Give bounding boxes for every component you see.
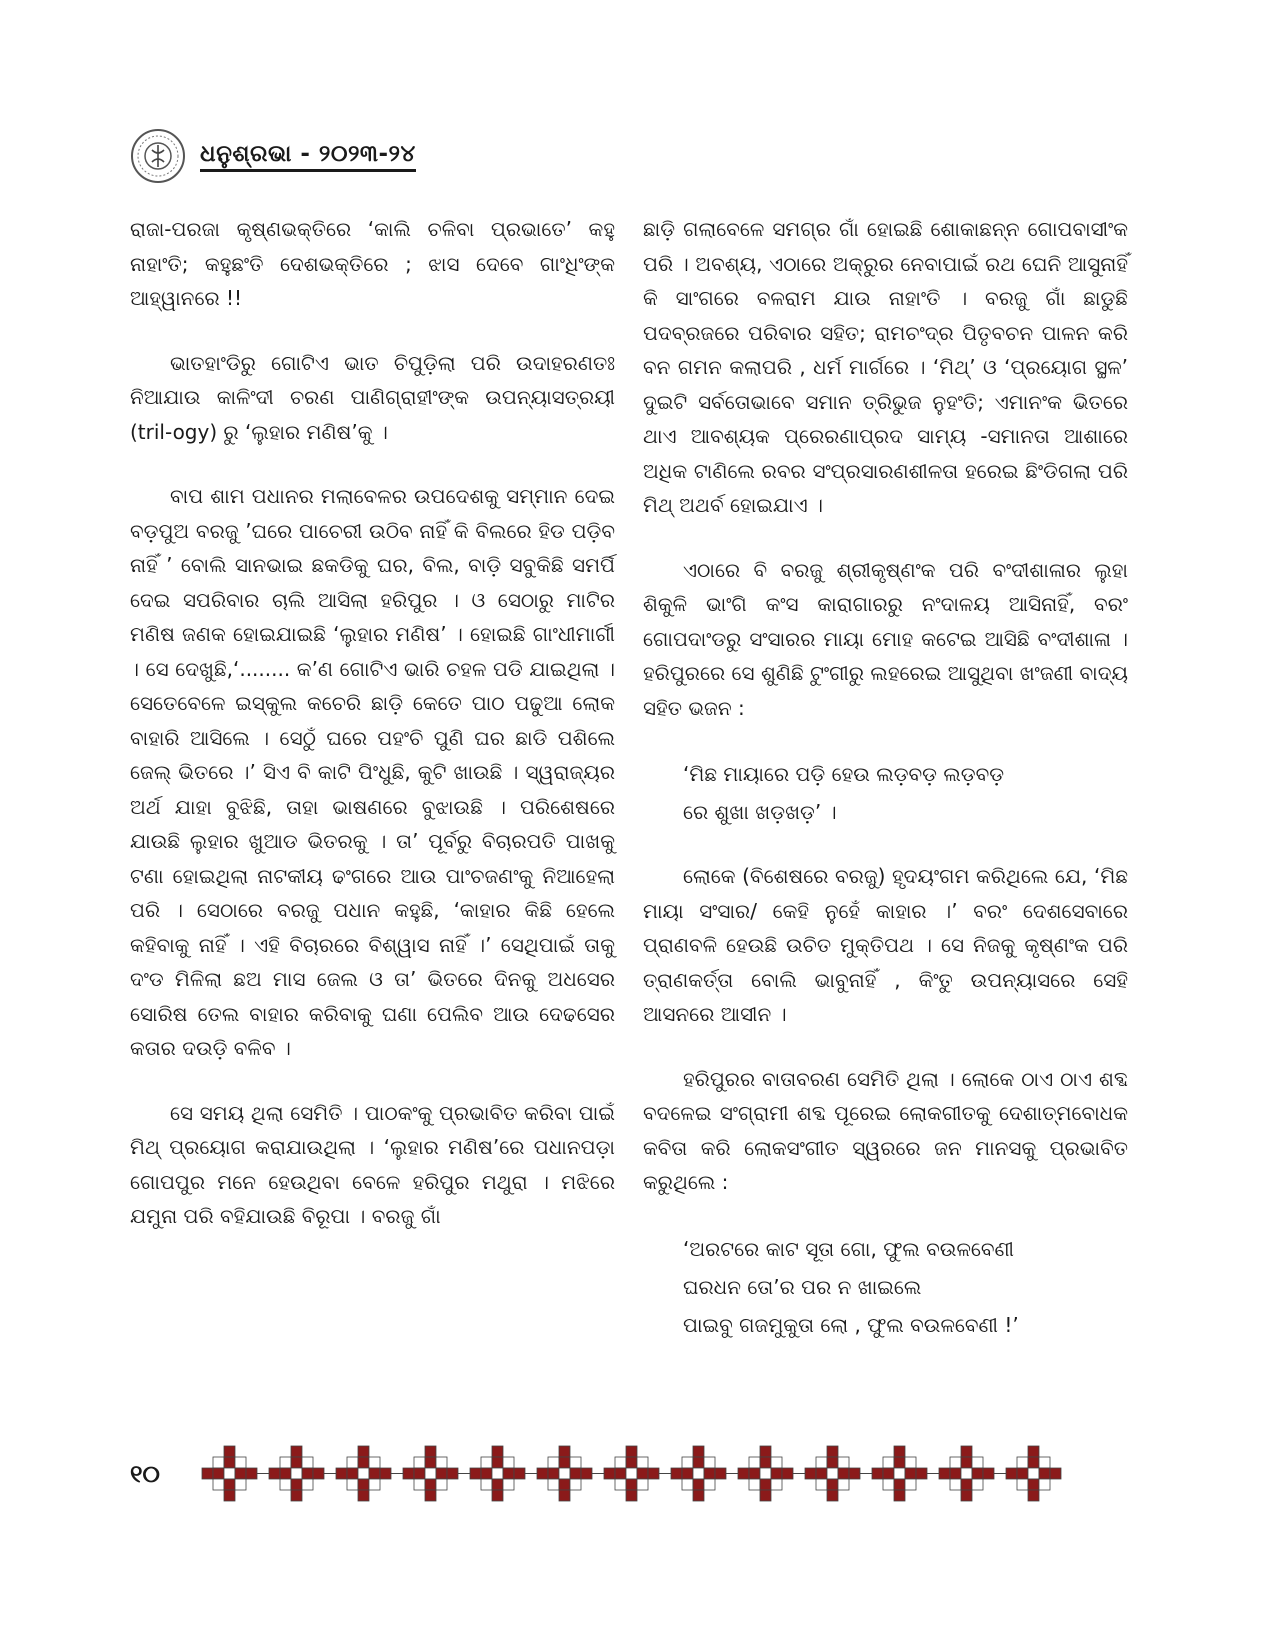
verse-line: ‘ମିଛ ମାୟାରେ ପଡ଼ି ହେଉ ଲଡ଼ବଡ଼ ଲଡ଼ବଡ଼ bbox=[683, 762, 1005, 786]
left-column bbox=[130, 212, 615, 1264]
page-header bbox=[130, 128, 416, 184]
paragraph-left-2: ଭାତହାଂଡିରୁ ଗୋଟିଏ ଭାତ ଚିପୁଡ଼ିଲା ପରି ଉଦାହରଣତଃ ନିଆଯାଉ କାଳିଂଦୀ ଚରଣ ପାଣିଗ୍ରାହୀଂଙ୍କ ଉପନ୍ୟାସତ୍ରୟୀ (tril-ogy) ରୁ ‘ଲୁହାର ମଣିଷ’କୁ । bbox=[130, 350, 615, 444]
paragraph-left-3: ବାପ ଶାମ ପଧାନର ମଲାବେଳର ଉପଦେଶକୁ ସମ୍ମାନ ଦେଇ ବଡ଼ପୁଅ ବରଜୁ ’ଘରେ ପାଚେରୀ ଉଠିବ ନାହିଁ କି ବିଲରେ ହିଡ ପଡ଼ିବ ନାହିଁ ’ ବୋଲି ସାନଭାଇ ଛକଡିକୁ ଘର, ବିଲ, ବାଡ଼ି ସବୁକିଛି ସମର୍ପି ଦେଇ ସପରିବାର ଚାଲି ଆସିଲା ହରିପୁର । ଓ ସେଠାରୁ ମାଟିର ମଣିଷ ଜଣକ ହୋଇଯାଇଛି ‘ଲୁହାର ମଣିଷ’ । ହୋଇଛି ଗାଂଧୀମାର୍ଗୀ । ସେ ଦେଖୁଛି,‘........ କ’ଣ ଗୋଟିଏ ଭାରି ଚହଳ ପଡି ଯାଇଥିଲା । ସେତେବେଳେ ଇସ୍କୁଲ କଚେରି ଛାଡ଼ି କେତେ ପାଠ ପଢୁଆ ଲୋକ ବାହାରି ଆସିଲେ । ସେଠୁଁ ଘରେ ପହଂଚି ପୁଣି ଘର ଛାଡି ପଶିଲେ ଜେଲ୍ ଭିତରେ ।’ ସିଏ ବି କାଟି ପିଂଧୁଛି, କୁଟି ଖାଉଛି । ସ୍ୱରାଜ୍ୟର ଅର୍ଥ ଯାହା ବୁଝିଛି, ତାହା ଭାଷଣରେ ବୁଝାଉଛି । ପରିଶେଷରେ ଯାଉଛି ଲୁହାର ଖୁଆଡ ଭିତରକୁ । ତା’ ପୂର୍ବରୁ ବିଚାରପତି ପାଖକୁ ଟଣା ହୋଇଥିଲା ନାଟକୀୟ ଢଂଗରେ ଆଉ ପାଂଚଜଣଂକୁ ନିଆହେଲା ପରି । ସେଠାରେ ବରଜୁ ପଧାନ କହୁଛି, ‘କାହାର କିଛି ହେଲେ କହିବାକୁ ନାହିଁ । ଏହି ବିଚାରରେ ବିଶ୍ୱାସ ନାହିଁ ।’ ସେଥିପାଇଁ ତାକୁ ଦଂଡ ମିଳିଲା ଛଅ ମାସ ଜେଲ ଓ ତା’ ଭିତରେ ଦିନକୁ ଅଧସେର ସୋରିଷ ତେଲ ବାହାର କରିବାକୁ ଘଣା ପେଲିବ ଆଉ ଦେଢସେର କତାର ଦଉଡ଼ି ବଳିବ । bbox=[130, 484, 615, 1060]
paragraph-right-4: ହରିପୁରର ବାତାବରଣ ସେମିତି ଥିଲା । ଲୋକେ ଠାଏ ଠାଏ ଶବ୍ଦ ବଦଳେଇ ସଂଗ୍ରାମୀ ଶବ୍ଦ ପୂରେଇ ଲୋକଗୀତକୁ ଦେଶାତ୍ମବୋଧକ କବିତା କରି ଲୋକସଂଗୀତ ସ୍ୱରରେ ଜନ ମାନସକୁ ପ୍ରଭାବିତ କରୁଥିଲେ : bbox=[643, 1066, 1128, 1194]
ornament-motif bbox=[671, 1446, 738, 1501]
verse-block-2 bbox=[683, 1230, 1128, 1344]
ornament-motif bbox=[805, 1446, 872, 1501]
page-footer bbox=[130, 1442, 1072, 1506]
paragraph-right-3: ଲୋକେ (ବିଶେଷରେ ବରଜୁ) ହୃଦୟଂଗମ କରିଥିଲେ ଯେ, ‘ମିଛ ମାୟା ସଂସାର/ କେହି ନୁହେଁ କାହାର ।’ ବରଂ ଦେଶସେବାରେ ପ୍ରାଣବଳି ହେଉଛି ଉଚିତ ମୁକ୍ତିପଥ । ସେ ନିଜକୁ କୃଷ୍ଣଂକ ପରି ତ୍ରାଣକର୍ତ୍ତା ବୋଲି ଭାବୁନାହିଁ , କିଂତୁ ଉପନ୍ୟାସରେ ସେହି ଆସନରେ ଆସୀନ । bbox=[643, 864, 1128, 1026]
verse-line: ‘ଅରଟରେ କାଟ ସୂତା ଗୋ, ଫୁଲ ବଉଳବେଣୀ bbox=[683, 1236, 1015, 1261]
ornament-motif bbox=[1006, 1446, 1061, 1501]
emblem-icon bbox=[130, 128, 186, 184]
journal-title: ଧନୁଶ୍ରଭା - ୨୦୨୩-୨୪ bbox=[200, 141, 416, 172]
verse-block-1 bbox=[683, 755, 1128, 831]
ornament-motif bbox=[336, 1446, 403, 1501]
ornament-motif bbox=[604, 1446, 671, 1501]
ornament-motif bbox=[269, 1446, 336, 1501]
page-number: ୧୦ bbox=[130, 1460, 160, 1488]
ornament-motif bbox=[403, 1446, 470, 1501]
ornament-motif bbox=[470, 1446, 537, 1501]
paragraph-right-1: ଛାଡ଼ି ଗଲାବେଳେ ସମଗ୍ର ଗାଁ ହୋଇଛି ଶୋକାଛନ୍ନ ଗୋପବାସୀଂକ ପରି । ଅବଶ୍ୟ, ଏଠାରେ ଅକ୍ରୁର ନେବାପାଇଁ ରଥ ଘେନି ଆସୁନାହିଁ କି ସାଂଗରେ ବଳରାମ ଯାଉ ନାହାଂତି । ବରଜୁ ଗାଁ ଛାଡୁଛି ପଦବ୍ରଜରେ ପରିବାର ସହିତ; ରାମଚଂଦ୍ର ପିତୃବଚନ ପାଳନ କରି ବନ ଗମନ କଲାପରି , ଧର୍ମ ମାର୍ଗରେ । ‘ମିଥ୍’ ଓ ‘ପ୍ରୟୋଗ ସ୍ଥଳ’ ଦୁଇଟି ସର୍ବତୋଭାବେ ସମାନ ତ୍ରିଭୁଜ ନୁହଂତି; ଏମାନଂକ ଭିତରେ ଥାଏ ଆବଶ୍ୟକ ପ୍ରେରଣାପ୍ରଦ ସାମ୍ୟ -ସମାନତା ଆଶାରେ ଅଧିକ ଟାଣିଲେ ରବର ସଂପ୍ରସାରଣଶୀଳତା ହରେଇ ଛିଂଡିଗଲା ପରି ମିଥ୍ ଅଥର୍ବ ହୋଇଯାଏ । bbox=[643, 217, 1128, 517]
paragraph-left-4: ସେ ସମୟ ଥିଲା ସେମିତି । ପାଠକଂକୁ ପ୍ରଭାବିତ କରିବା ପାଇଁ ମିଥ୍ ପ୍ରୟୋଗ କରାଯାଉଥିଲା । ‘ଲୁହାର ମଣିଷ’ରେ ପଧାନପଡ଼ା ଗୋପପୁର ମନେ ହେଉଥିବା ବେଳେ ହରିପୁର ମଥୁରା । ମଝିରେ ଯମୁନା ପରି ବହିଯାଉଛି ବିରୂପା । ବରଜୁ ଗାଁ bbox=[130, 1100, 615, 1228]
decorative-border-ornament bbox=[192, 1442, 1072, 1506]
ornament-motif bbox=[939, 1446, 1006, 1501]
verse-line: ଘରଧନ ତୋ’ର ପର ନ ଖାଇଲେ bbox=[683, 1274, 922, 1299]
ornament-motif bbox=[872, 1446, 939, 1501]
verse-line: ପାଇବୁ ଗଜମୁକୁତା ଲୋ , ଫୁଲ ବଉଳବେଣୀ !’ bbox=[683, 1312, 1019, 1337]
ornament-motif bbox=[537, 1446, 604, 1501]
verse-line: ରେ ଶୁଖା ଖଡ଼ଖଡ଼’ । bbox=[683, 800, 837, 824]
ornament-motif bbox=[202, 1446, 269, 1501]
ornament-motif bbox=[738, 1446, 805, 1501]
right-column bbox=[643, 212, 1128, 1372]
paragraph-right-2: ଏଠାରେ ବି ବରଜୁ ଶ୍ରୀକୃଷ୍ଣଂକ ପରି ବଂଦୀଶାଳାର ଲୁହା ଶିକୁଳି ଭାଂଗି କଂସ କାରାଗାରରୁ ନଂଦାଳୟ ଆସିନାହିଁ, ବରଂ ଗୋପଦାଂଡରୁ ସଂସାରର ମାୟା ମୋହ କଟେଇ ଆସିଛି ବଂଦୀଶାଳା । ହରିପୁରରେ ସେ ଶୁଣିଛି ଟୁଂଗୀରୁ ଲହରେଇ ଆସୁଥିବା ଖଂଜଣୀ ବାଦ୍ୟ ସହିତ ଭଜନ : bbox=[643, 557, 1128, 720]
paragraph-left-1: ରାଜା-ପରଜା କୃଷ୍ଣଭକ୍ତିରେ ‘କାଲି ଚଳିବା ପ୍ରଭାତେ’ କହୁ ନାହାଂତି; କହୁଛଂତି ଦେଶଭକ୍ତିରେ ; ଝାସ ଦେବେ ଗାଂଧିଂଙ୍କ ଆହ୍ୱାନରେ !! bbox=[130, 217, 615, 310]
